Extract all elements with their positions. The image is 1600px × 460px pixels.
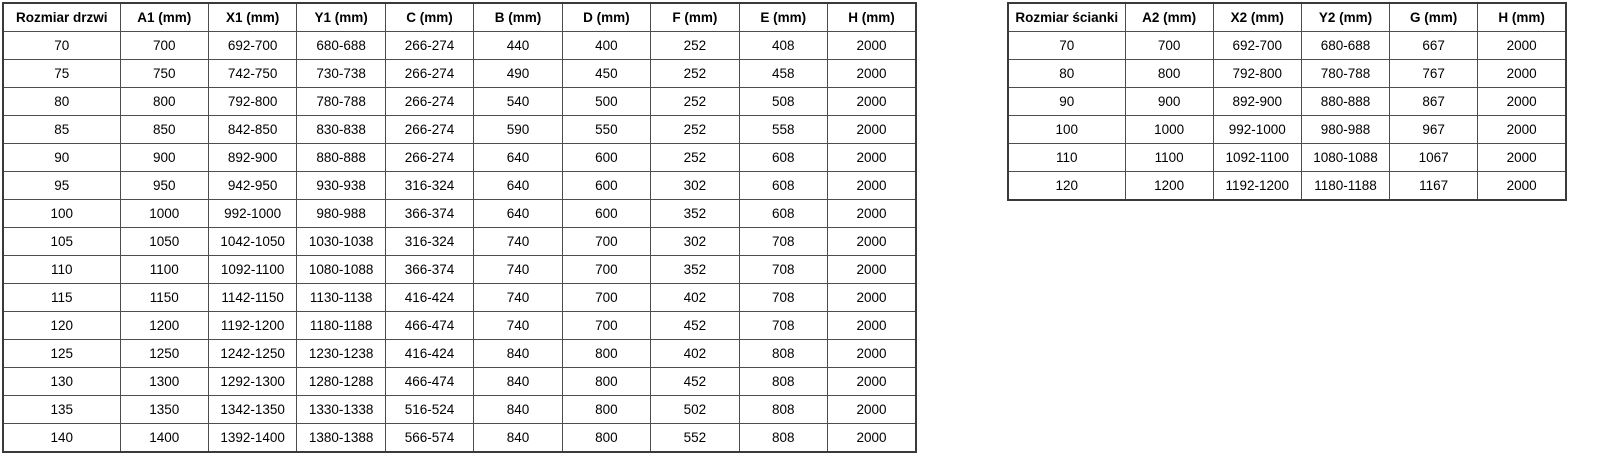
table-cell: 700	[120, 32, 208, 60]
wall-table-body	[1008, 32, 1566, 201]
table-cell: 80	[3, 88, 120, 116]
table-row	[3, 228, 916, 256]
table-cell: 266-274	[385, 32, 473, 60]
column-header: H (mm)	[1478, 3, 1566, 32]
table-cell: 700	[562, 256, 650, 284]
wall-table-header	[1008, 3, 1566, 32]
table-cell: 75	[3, 60, 120, 88]
table-cell: 1100	[120, 256, 208, 284]
table-cell: 2000	[828, 88, 917, 116]
table-cell: 780-788	[1301, 60, 1389, 88]
table-row	[3, 60, 916, 88]
table-cell: 466-474	[385, 312, 473, 340]
table-cell: 400	[562, 32, 650, 60]
table-cell: 1342-1350	[208, 396, 296, 424]
table-cell: 808	[739, 368, 827, 396]
table-cell: 842-850	[208, 116, 296, 144]
table-cell: 120	[3, 312, 120, 340]
table-cell: 266-274	[385, 144, 473, 172]
table-cell: 800	[562, 396, 650, 424]
table-cell: 680-688	[297, 32, 385, 60]
table-cell: 1292-1300	[208, 368, 296, 396]
table-cell: 2000	[828, 172, 917, 200]
table-cell: 1092-1100	[1213, 144, 1301, 172]
table-cell: 416-424	[385, 284, 473, 312]
table-cell: 2000	[1478, 88, 1566, 116]
table-cell: 302	[651, 172, 739, 200]
table-row	[3, 200, 916, 228]
table-cell: 316-324	[385, 172, 473, 200]
table-cell: 1000	[1125, 116, 1213, 144]
table-cell: 2000	[828, 312, 917, 340]
table-cell: 105	[3, 228, 120, 256]
table-cell: 416-424	[385, 340, 473, 368]
table-cell: 140	[3, 424, 120, 453]
table-cell: 1150	[120, 284, 208, 312]
table-cell: 125	[3, 340, 120, 368]
table-cell: 708	[739, 284, 827, 312]
table-cell: 115	[3, 284, 120, 312]
table-cell: 352	[651, 200, 739, 228]
table-cell: 892-900	[208, 144, 296, 172]
table-cell: 880-888	[297, 144, 385, 172]
table-cell: 1092-1100	[208, 256, 296, 284]
table-cell: 800	[1125, 60, 1213, 88]
column-header: Rozmiar ścianki	[1008, 3, 1125, 32]
table-cell: 1000	[120, 200, 208, 228]
table-cell: 95	[3, 172, 120, 200]
table-cell: 740	[474, 228, 562, 256]
column-header: Rozmiar drzwi	[3, 3, 120, 32]
table-cell: 252	[651, 60, 739, 88]
table-cell: 550	[562, 116, 650, 144]
door-table-header	[3, 3, 916, 32]
table-cell: 600	[562, 172, 650, 200]
table-row	[3, 256, 916, 284]
table-cell: 840	[474, 368, 562, 396]
table-row	[3, 340, 916, 368]
table-cell: 100	[3, 200, 120, 228]
table-cell: 90	[1008, 88, 1125, 116]
table-cell: 700	[562, 312, 650, 340]
table-row	[1008, 60, 1566, 88]
table-cell: 750	[120, 60, 208, 88]
table-cell: 700	[562, 228, 650, 256]
header-row	[3, 3, 916, 32]
column-header: F (mm)	[651, 3, 739, 32]
table-cell: 590	[474, 116, 562, 144]
table-row	[3, 312, 916, 340]
table-cell: 2000	[1478, 144, 1566, 172]
table-cell: 640	[474, 200, 562, 228]
table-cell: 808	[739, 340, 827, 368]
table-row	[1008, 32, 1566, 60]
table-cell: 2000	[828, 32, 917, 60]
table-cell: 800	[562, 340, 650, 368]
table-cell: 135	[3, 396, 120, 424]
table-cell: 2000	[828, 424, 917, 453]
table-cell: 1200	[1125, 172, 1213, 201]
table-cell: 808	[739, 424, 827, 453]
table-cell: 110	[3, 256, 120, 284]
table-cell: 2000	[828, 396, 917, 424]
table-cell: 1180-1188	[297, 312, 385, 340]
table-cell: 740	[474, 284, 562, 312]
table-cell: 640	[474, 172, 562, 200]
table-cell: 608	[739, 200, 827, 228]
table-cell: 2000	[828, 200, 917, 228]
table-cell: 742-750	[208, 60, 296, 88]
table-cell: 402	[651, 284, 739, 312]
table-cell: 700	[562, 284, 650, 312]
table-cell: 130	[3, 368, 120, 396]
table-cell: 2000	[828, 256, 917, 284]
table-cell: 458	[739, 60, 827, 88]
table-cell: 90	[3, 144, 120, 172]
table-cell: 1380-1388	[297, 424, 385, 453]
table-cell: 930-938	[297, 172, 385, 200]
table-cell: 266-274	[385, 60, 473, 88]
table-cell: 600	[562, 144, 650, 172]
table-cell: 85	[3, 116, 120, 144]
table-row	[3, 88, 916, 116]
table-cell: 792-800	[208, 88, 296, 116]
table-cell: 1030-1038	[297, 228, 385, 256]
table-cell: 266-274	[385, 116, 473, 144]
table-cell: 2000	[1478, 172, 1566, 201]
table-cell: 70	[1008, 32, 1125, 60]
table-cell: 500	[562, 88, 650, 116]
table-cell: 867	[1390, 88, 1478, 116]
column-header: E (mm)	[739, 3, 827, 32]
table-cell: 900	[120, 144, 208, 172]
table-cell: 1142-1150	[208, 284, 296, 312]
table-cell: 2000	[828, 284, 917, 312]
table-row	[3, 396, 916, 424]
table-row	[3, 116, 916, 144]
column-header: C (mm)	[385, 3, 473, 32]
table-cell: 840	[474, 396, 562, 424]
column-header: X2 (mm)	[1213, 3, 1301, 32]
table-cell: 450	[562, 60, 650, 88]
table-cell: 708	[739, 256, 827, 284]
table-cell: 780-788	[297, 88, 385, 116]
table-row	[3, 32, 916, 60]
column-header: A1 (mm)	[120, 3, 208, 32]
table-cell: 992-1000	[208, 200, 296, 228]
table-cell: 1392-1400	[208, 424, 296, 453]
column-header: X1 (mm)	[208, 3, 296, 32]
table-cell: 366-374	[385, 256, 473, 284]
table-cell: 252	[651, 116, 739, 144]
table-cell: 980-988	[297, 200, 385, 228]
table-row	[3, 424, 916, 453]
table-cell: 2000	[1478, 60, 1566, 88]
table-cell: 1130-1138	[297, 284, 385, 312]
table-cell: 808	[739, 396, 827, 424]
table-row	[3, 144, 916, 172]
table-cell: 1350	[120, 396, 208, 424]
table-cell: 830-838	[297, 116, 385, 144]
table-row	[1008, 116, 1566, 144]
table-cell: 800	[562, 368, 650, 396]
table-cell: 402	[651, 340, 739, 368]
table-cell: 120	[1008, 172, 1125, 201]
door-table-body	[3, 32, 916, 453]
table-row	[3, 172, 916, 200]
table-cell: 252	[651, 144, 739, 172]
table-cell: 516-524	[385, 396, 473, 424]
header-row	[1008, 3, 1566, 32]
table-cell: 540	[474, 88, 562, 116]
table-cell: 70	[3, 32, 120, 60]
table-cell: 302	[651, 228, 739, 256]
table-cell: 1167	[1390, 172, 1478, 201]
table-cell: 2000	[828, 60, 917, 88]
table-cell: 608	[739, 172, 827, 200]
table-cell: 110	[1008, 144, 1125, 172]
table-cell: 900	[1125, 88, 1213, 116]
table-cell: 440	[474, 32, 562, 60]
table-cell: 800	[562, 424, 650, 453]
table-cell: 942-950	[208, 172, 296, 200]
table-cell: 1080-1088	[1301, 144, 1389, 172]
table-cell: 1300	[120, 368, 208, 396]
table-cell: 352	[651, 256, 739, 284]
column-header: H (mm)	[828, 3, 917, 32]
table-cell: 880-888	[1301, 88, 1389, 116]
table-cell: 967	[1390, 116, 1478, 144]
table-cell: 850	[120, 116, 208, 144]
table-cell: 992-1000	[1213, 116, 1301, 144]
table-cell: 366-374	[385, 200, 473, 228]
table-cell: 708	[739, 312, 827, 340]
table-cell: 2000	[828, 228, 917, 256]
table-cell: 466-474	[385, 368, 473, 396]
column-header: A2 (mm)	[1125, 3, 1213, 32]
table-cell: 708	[739, 228, 827, 256]
table-cell: 2000	[828, 340, 917, 368]
table-cell: 1050	[120, 228, 208, 256]
table-cell: 1242-1250	[208, 340, 296, 368]
table-cell: 692-700	[1213, 32, 1301, 60]
table-cell: 1280-1288	[297, 368, 385, 396]
table-cell: 252	[651, 88, 739, 116]
table-cell: 730-738	[297, 60, 385, 88]
table-cell: 2000	[1478, 116, 1566, 144]
table-cell: 408	[739, 32, 827, 60]
column-header: B (mm)	[474, 3, 562, 32]
table-cell: 252	[651, 32, 739, 60]
table-cell: 490	[474, 60, 562, 88]
table-cell: 1230-1238	[297, 340, 385, 368]
table-row	[3, 368, 916, 396]
table-cell: 566-574	[385, 424, 473, 453]
table-row	[1008, 88, 1566, 116]
table-row	[1008, 144, 1566, 172]
table-cell: 1250	[120, 340, 208, 368]
table-cell: 980-988	[1301, 116, 1389, 144]
table-cell: 316-324	[385, 228, 473, 256]
table-cell: 608	[739, 144, 827, 172]
table-cell: 767	[1390, 60, 1478, 88]
table-cell: 2000	[1478, 32, 1566, 60]
table-cell: 452	[651, 368, 739, 396]
door-sizes-table	[2, 2, 917, 453]
table-cell: 792-800	[1213, 60, 1301, 88]
table-cell: 1192-1200	[1213, 172, 1301, 201]
table-cell: 1330-1338	[297, 396, 385, 424]
table-cell: 692-700	[208, 32, 296, 60]
table-cell: 1180-1188	[1301, 172, 1389, 201]
table-cell: 667	[1390, 32, 1478, 60]
table-cell: 600	[562, 200, 650, 228]
table-cell: 1067	[1390, 144, 1478, 172]
table-row	[1008, 172, 1566, 201]
table-cell: 740	[474, 312, 562, 340]
table-cell: 700	[1125, 32, 1213, 60]
column-header: Y2 (mm)	[1301, 3, 1389, 32]
table-cell: 508	[739, 88, 827, 116]
table-cell: 452	[651, 312, 739, 340]
table-cell: 1192-1200	[208, 312, 296, 340]
table-cell: 558	[739, 116, 827, 144]
table-cell: 1100	[1125, 144, 1213, 172]
table-cell: 80	[1008, 60, 1125, 88]
table-cell: 800	[120, 88, 208, 116]
table-cell: 1042-1050	[208, 228, 296, 256]
table-cell: 1200	[120, 312, 208, 340]
table-cell: 2000	[828, 144, 917, 172]
wall-sizes-table	[1007, 2, 1567, 201]
table-cell: 2000	[828, 116, 917, 144]
table-cell: 840	[474, 424, 562, 453]
table-row	[3, 284, 916, 312]
table-cell: 740	[474, 256, 562, 284]
table-cell: 552	[651, 424, 739, 453]
table-cell: 640	[474, 144, 562, 172]
column-header: D (mm)	[562, 3, 650, 32]
table-cell: 266-274	[385, 88, 473, 116]
table-cell: 1400	[120, 424, 208, 453]
column-header: Y1 (mm)	[297, 3, 385, 32]
table-cell: 950	[120, 172, 208, 200]
table-cell: 892-900	[1213, 88, 1301, 116]
table-cell: 2000	[828, 368, 917, 396]
table-cell: 680-688	[1301, 32, 1389, 60]
table-cell: 840	[474, 340, 562, 368]
table-cell: 1080-1088	[297, 256, 385, 284]
column-header: G (mm)	[1390, 3, 1478, 32]
table-cell: 100	[1008, 116, 1125, 144]
table-cell: 502	[651, 396, 739, 424]
